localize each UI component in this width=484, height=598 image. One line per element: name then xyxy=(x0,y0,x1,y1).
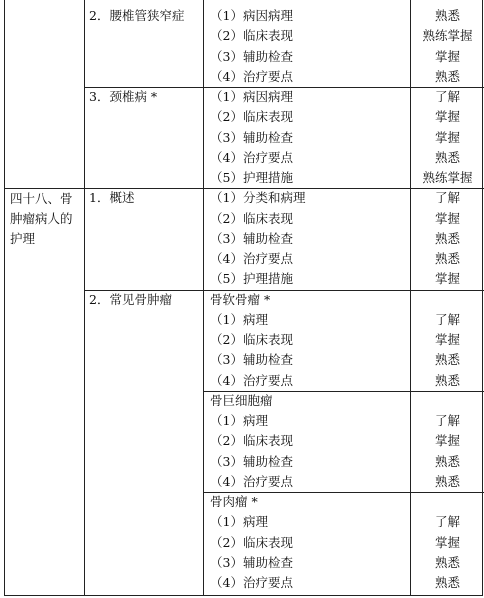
table-border xyxy=(4,0,5,596)
table-border xyxy=(203,0,204,596)
requirement-level: 掌握 xyxy=(434,534,460,550)
knowledge-point: （1）病理 xyxy=(210,514,268,530)
knowledge-point: （1）病因病理 xyxy=(210,8,293,23)
requirement-level: 熟悉 xyxy=(434,575,460,590)
unit-title: 四十八、骨肿瘤病人的护理 xyxy=(10,191,73,247)
requirement-level: 熟悉 xyxy=(434,473,460,489)
table-border xyxy=(4,595,483,596)
requirement-level: 熟悉 xyxy=(434,251,460,266)
requirement-level: 掌握 xyxy=(434,433,460,449)
table-border xyxy=(482,0,483,596)
knowledge-point: （5）护理措施 xyxy=(210,271,293,287)
group-heading: 骨软骨瘤 * xyxy=(210,291,271,307)
requirement-level: 了解 xyxy=(434,311,460,327)
knowledge-point: （2）临床表现 xyxy=(210,109,293,125)
knowledge-point: （1）分类和病理 xyxy=(210,190,306,206)
requirement-level: 了解 xyxy=(434,413,460,428)
requirement-level: 掌握 xyxy=(434,332,460,347)
group-heading: 骨巨细胞瘤 xyxy=(210,392,273,408)
knowledge-point: （2）临床表现 xyxy=(210,210,293,226)
knowledge-point: （3）辅助检查 xyxy=(210,453,293,469)
requirement-level: 熟悉 xyxy=(434,149,460,165)
knowledge-point: （4）治疗要点 xyxy=(210,149,293,165)
topic-title: 2．常见骨肿瘤 xyxy=(89,291,172,307)
requirement-level: 掌握 xyxy=(434,129,460,145)
requirement-level: 了解 xyxy=(434,190,460,206)
knowledge-point: （4）治疗要点 xyxy=(210,68,293,84)
knowledge-point: （2）临床表现 xyxy=(210,534,293,550)
requirement-level: 熟练掌握 xyxy=(422,170,473,185)
knowledge-point: （3）辅助检查 xyxy=(210,48,293,64)
requirement-level: 熟悉 xyxy=(434,230,460,246)
requirement-level: 熟悉 xyxy=(434,453,460,469)
knowledge-point: （4）治疗要点 xyxy=(210,372,293,388)
knowledge-point: （3）辅助检查 xyxy=(210,554,293,570)
requirement-level: 掌握 xyxy=(434,271,460,287)
knowledge-point: （4）治疗要点 xyxy=(210,473,293,489)
requirement-level: 掌握 xyxy=(434,210,460,226)
requirement-level: 熟悉 xyxy=(434,554,460,570)
knowledge-point: （2）临床表现 xyxy=(210,28,293,44)
knowledge-point: （5）护理措施 xyxy=(210,170,293,185)
topic-title: 2．腰椎管狭窄症 xyxy=(89,8,185,23)
knowledge-point: （2）临床表现 xyxy=(210,433,293,449)
topic-title: 1．概述 xyxy=(89,190,135,206)
knowledge-point: （3）辅助检查 xyxy=(210,129,293,145)
knowledge-point: （4）治疗要点 xyxy=(210,575,293,590)
knowledge-point: （2）临床表现 xyxy=(210,332,293,347)
requirement-level: 熟悉 xyxy=(434,68,460,84)
table-border xyxy=(84,0,85,596)
group-heading: 骨肉瘤 * xyxy=(210,494,258,509)
requirement-level: 了解 xyxy=(434,514,460,530)
knowledge-point: （1）病理 xyxy=(210,413,268,428)
requirement-level: 掌握 xyxy=(434,48,460,64)
knowledge-point: （4）治疗要点 xyxy=(210,251,293,266)
topic-title: 3．颈椎病 * xyxy=(89,89,158,104)
requirement-level: 熟练掌握 xyxy=(422,28,473,44)
knowledge-point: （3）辅助检查 xyxy=(210,352,293,368)
requirement-level: 熟悉 xyxy=(434,352,460,368)
knowledge-point: （1）病理 xyxy=(210,311,268,327)
requirement-level: 熟悉 xyxy=(434,8,460,23)
knowledge-point: （1）病因病理 xyxy=(210,89,293,104)
table-border xyxy=(410,0,411,596)
requirement-level: 熟悉 xyxy=(434,372,460,388)
requirement-level: 了解 xyxy=(434,89,460,104)
requirement-level: 掌握 xyxy=(434,109,460,125)
knowledge-point: （3）辅助检查 xyxy=(210,230,293,246)
